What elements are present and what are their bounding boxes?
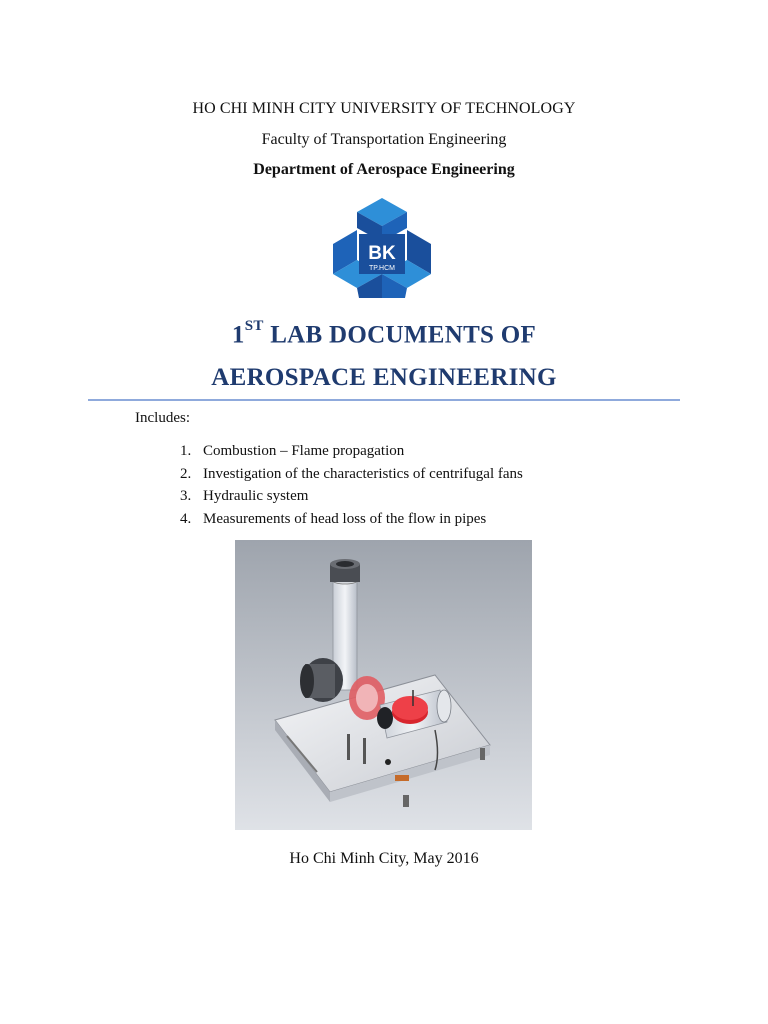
document-title-line2: AEROSPACE ENGINEERING: [211, 364, 557, 391]
includes-label: Includes:: [135, 410, 190, 426]
list-item: 2. Investigation of the characteristics of centrifugal fans: [180, 465, 523, 482]
list-item: 4. Measurements of head loss of the flow in pipes: [180, 510, 487, 527]
place-date: Ho Chi Minh City, May 2016: [289, 850, 479, 867]
logo-text: BK: [368, 243, 396, 264]
lab-apparatus-render: [235, 540, 532, 830]
includes-list: [180, 440, 523, 530]
document-title-line1: 1ST LAB DOCUMENTS OF: [231, 318, 537, 349]
logo-subtext: TP.HCM: [369, 265, 395, 272]
department-name: Department of Aerospace Engineering: [253, 161, 515, 178]
university-name: HO CHI MINH CITY UNIVERSITY OF TECHNOLOGY: [192, 100, 576, 117]
title-divider: [88, 399, 680, 401]
faculty-name: Faculty of Transportation Engineering: [261, 131, 507, 148]
bk-hcmut-logo: [333, 198, 431, 298]
list-item: 3. Hydraulic system: [180, 488, 309, 504]
list-item: 1. Combustion – Flame propagation: [180, 443, 405, 459]
